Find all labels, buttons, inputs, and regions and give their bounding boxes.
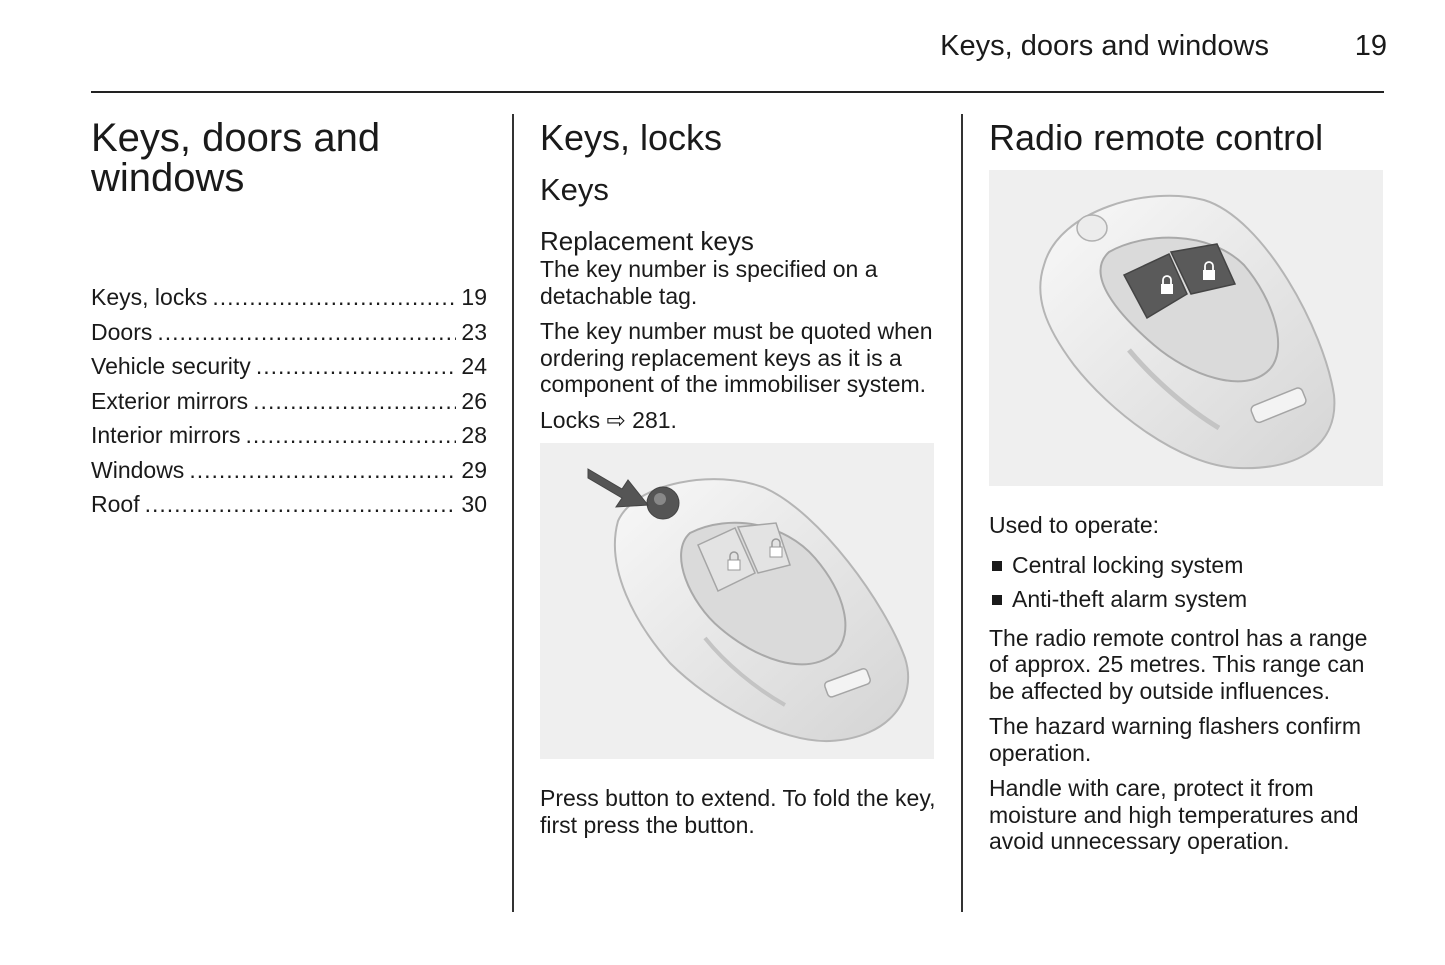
toc-label: Vehicle security (91, 353, 251, 379)
toc-page: 19 (461, 284, 487, 310)
toc-page: 29 (461, 456, 487, 483)
header-rule (91, 91, 1384, 93)
toc-leader (157, 315, 456, 350)
toc-leader (246, 418, 457, 453)
toc-page: 24 (461, 353, 487, 379)
toc-label: Doors (91, 318, 153, 345)
toc-label: Windows (91, 456, 185, 483)
toc-item[interactable] (91, 487, 487, 522)
toc-page: 28 (461, 422, 487, 448)
toc-leader (189, 453, 456, 488)
toc-label: Keys, locks (91, 284, 208, 310)
toc-leader (256, 349, 457, 384)
section-heading-keys-locks: Keys, locks (540, 117, 723, 158)
toc-item[interactable] (91, 418, 487, 453)
toc-item[interactable] (91, 280, 487, 315)
toc-item[interactable] (91, 315, 487, 350)
key-fob-figure-extend (540, 443, 934, 759)
paragraph: The key number must be quoted when ordering replacement keys as it is a component of the immobiliser system. (540, 318, 933, 397)
bullet-icon (992, 561, 1002, 571)
page-number: 19 (1354, 30, 1387, 62)
toc-item[interactable] (91, 453, 487, 488)
bullet-icon (992, 595, 1002, 605)
toc-page: 26 (461, 387, 487, 414)
keys-locks-column (540, 112, 936, 847)
paragraph: The radio remote control has a range of approx. 25 metres. This range can be affected by outside influences. (989, 624, 1368, 704)
locks-ref-label: Locks (540, 406, 601, 433)
paragraph: Handle with care, protect it from moisture and high temperatures and avoid unnecessary operation. (989, 775, 1359, 854)
table-of-contents (91, 280, 487, 522)
cross-reference[interactable] (540, 407, 936, 434)
running-head-title: Keys, doors and windows (940, 30, 1269, 62)
key-fob-icon (540, 443, 934, 759)
toc-page: 30 (461, 491, 487, 517)
locks-ref-page: 281. (632, 406, 677, 433)
list-item-text: Central locking system (1012, 551, 1244, 578)
chapter-title: Keys, doors and windows (91, 116, 381, 200)
key-fob-icon (989, 170, 1383, 486)
running-head (900, 30, 1387, 66)
paragraph: The hazard warning flashers confirm operation. (989, 713, 1361, 766)
column-divider (961, 114, 963, 912)
toc-leader (253, 384, 456, 419)
chapter-column (91, 112, 487, 522)
paragraph: Used to operate: (989, 512, 1160, 538)
list-item (989, 582, 1385, 617)
toc-item[interactable] (91, 349, 487, 384)
list-item-text: Anti-theft alarm system (1012, 586, 1248, 612)
subheading-replacement-keys: Replacement keys (540, 226, 754, 256)
subheading-keys: Keys (540, 172, 609, 207)
toc-item[interactable] (91, 384, 487, 419)
arrow-icon: ⇨ (606, 406, 626, 433)
toc-page: 23 (461, 318, 487, 345)
column-divider (512, 114, 514, 912)
key-fob-figure-remote (989, 170, 1383, 486)
radio-remote-column (989, 112, 1385, 864)
paragraph: The key number is specified on a detachable tag. (540, 256, 878, 309)
toc-label: Roof (91, 491, 140, 517)
toc-label: Interior mirrors (91, 422, 241, 448)
list-item (989, 548, 1385, 583)
section-heading-radio-remote: Radio remote control (989, 117, 1324, 158)
bullet-list (989, 548, 1385, 617)
toc-label: Exterior mirrors (91, 387, 249, 414)
toc-leader (145, 487, 457, 522)
figure-caption: Press button to extend. To fold the key, first press the button. (540, 785, 936, 838)
toc-leader (212, 280, 456, 315)
